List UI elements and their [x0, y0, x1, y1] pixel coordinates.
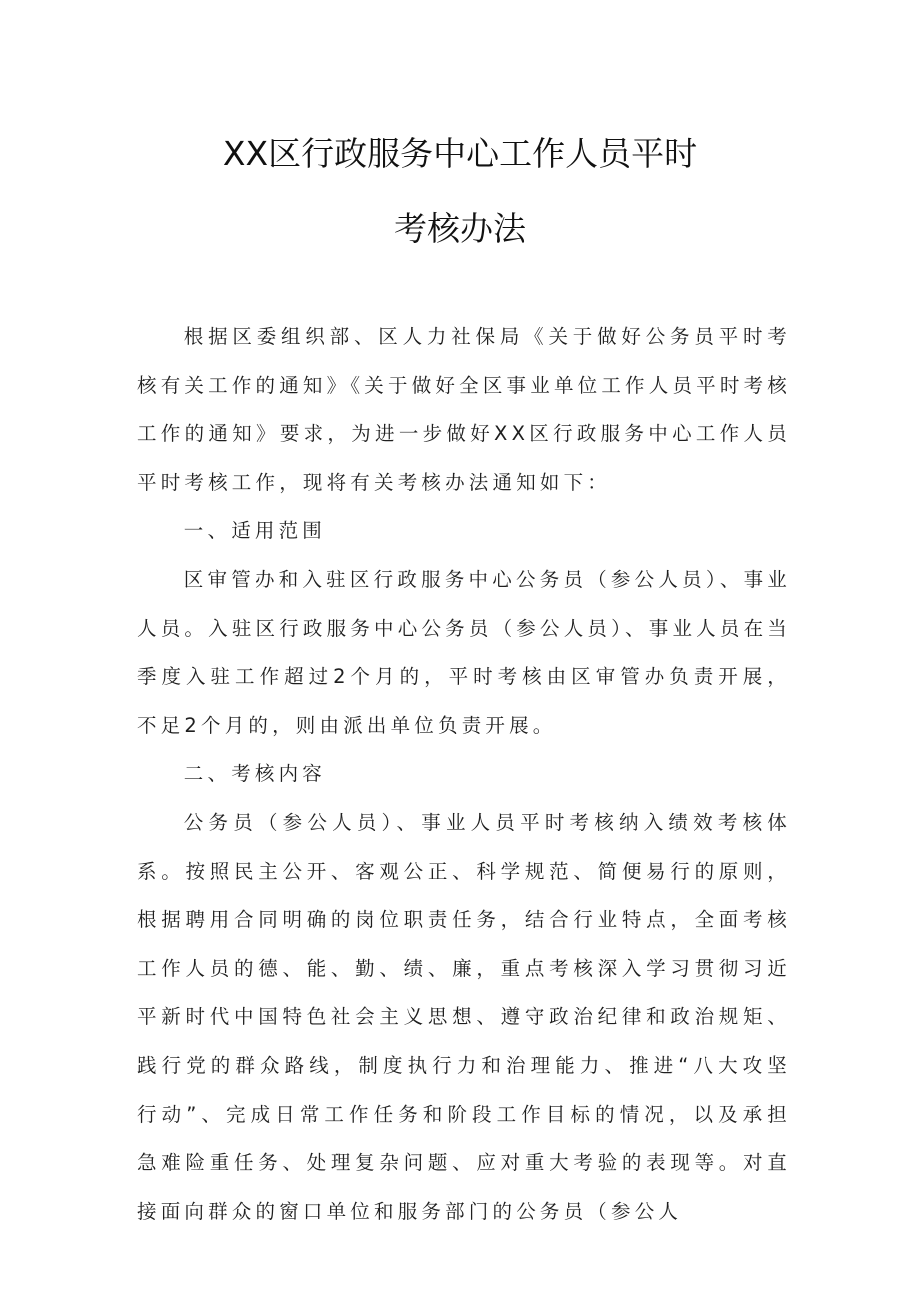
section-heading-content: 二、考核内容	[183, 762, 326, 786]
document-title-line-1: XX区行政服务中心工作人员平时	[222, 134, 698, 173]
document-body	[137, 313, 791, 1236]
section-heading-scope: 一、适用范围	[183, 519, 326, 543]
paragraph-content: 公务员（参公人员）、事业人员平时考核纳入绩效考核体系。按照民主公开、客观公正、科学规范、简便易行的原则，根据聘用合同明确的岗位职责任务，结合行业特点，全面考核工作人员的德、能、勤、绩、廉，重点考核深入学习贯彻习近平新时代中国特色社会主义思想、遵守政治纪律和政治规矩、践行党的群众路线，制度执行力和治理能力、推进“八大攻坚行动”、完成日常工作任务和阶段工作目标的情况，以及承担急难险重任务、处理复杂问题、应对重大考验的表现等。对直接面向群众的窗口单位和服务部门的公务员（参公人	[137, 810, 791, 1223]
document-title-line-2: 考核办法	[394, 209, 526, 248]
paragraph-scope: 区审管办和入驻区行政服务中心公务员（参公人员）、事业人员。入驻区行政服务中心公务员（参公人员）、事业人员在当季度入驻工作超过2个月的，平时考核由区审管办负责开展，不足2个月的，则由派出单位负责开展。	[137, 567, 791, 737]
paragraph-intro: 根据区委组织部、区人力社保局《关于做好公务员平时考核有关工作的通知》《关于做好全区事业单位工作人员平时考核工作的通知》要求，为进一步做好XX区行政服务中心工作人员平时考核工作，现将有关考核办法通知如下：	[137, 325, 791, 494]
